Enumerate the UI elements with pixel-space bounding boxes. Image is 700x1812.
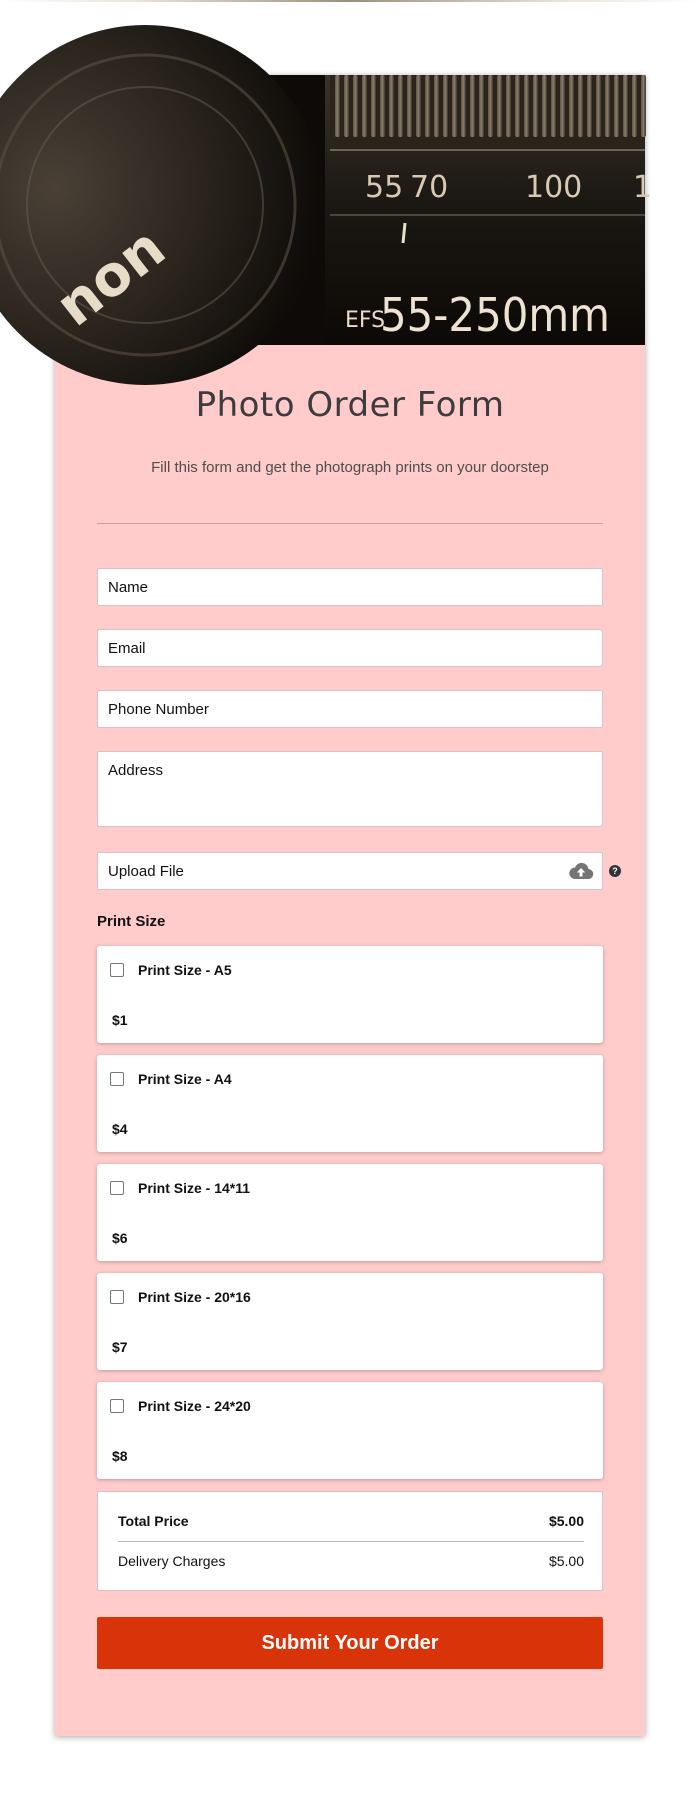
print-option-checkbox[interactable] xyxy=(110,963,124,977)
print-option-price: $7 xyxy=(112,1339,128,1355)
print-option-24x20[interactable] xyxy=(97,1382,603,1479)
lens-rib xyxy=(533,75,538,137)
zoom-mark-70: 70 xyxy=(410,170,449,205)
lens-rib xyxy=(551,75,556,137)
lens-rib xyxy=(452,75,457,137)
lens-rib xyxy=(515,75,520,137)
lens-rib xyxy=(371,75,376,137)
lens-rib xyxy=(587,75,592,137)
name-input[interactable] xyxy=(97,568,603,606)
zoom-mark-150: 1 xyxy=(633,170,653,205)
print-option-title: Print Size - A5 xyxy=(138,962,232,978)
page-top-strip xyxy=(0,0,700,2)
lens-rib xyxy=(407,75,412,137)
lens-rib xyxy=(344,75,349,137)
lens-rib xyxy=(416,75,421,137)
lens-rib xyxy=(335,75,340,137)
lens-rib xyxy=(542,75,547,137)
lens-rib xyxy=(578,75,583,137)
delivery-charges-value: $5.00 xyxy=(548,1553,584,1569)
lens-rib xyxy=(353,75,358,137)
lens-rib xyxy=(470,75,475,137)
zoom-mark-100: 100 xyxy=(525,170,583,205)
print-option-checkbox[interactable] xyxy=(110,1072,124,1086)
hero-image xyxy=(44,75,653,345)
form-title: Photo Order Form xyxy=(195,385,505,425)
print-option-checkbox[interactable] xyxy=(110,1399,124,1413)
help-icon[interactable]: ? xyxy=(609,865,621,877)
lens-rib xyxy=(479,75,484,137)
lens-rib xyxy=(497,75,502,137)
lens-rib xyxy=(569,75,574,137)
lens-rib xyxy=(596,75,601,137)
lens-rib xyxy=(524,75,529,137)
form-subtitle: Fill this form and get the photograph prints on your doorstep xyxy=(151,459,549,476)
lens-rib xyxy=(488,75,493,137)
cloud-upload-icon[interactable] xyxy=(568,861,594,881)
print-option-checkbox[interactable] xyxy=(110,1290,124,1304)
cap-brand-text: non xyxy=(44,215,178,340)
lens-label-prefix: EFS xyxy=(345,308,386,333)
email-input[interactable] xyxy=(97,629,603,667)
print-option-20x16[interactable] xyxy=(97,1273,603,1370)
lens-rib xyxy=(362,75,367,137)
print-option-a5[interactable] xyxy=(97,946,603,1043)
lens-rib xyxy=(605,75,610,137)
upload-file-label: Upload File xyxy=(108,863,184,880)
header-divider xyxy=(97,523,603,524)
phone-input[interactable] xyxy=(97,690,603,728)
print-option-title: Print Size - 24*20 xyxy=(138,1398,251,1414)
lens-rib xyxy=(443,75,448,137)
print-option-title: Print Size - A4 xyxy=(138,1071,232,1087)
summary-divider xyxy=(118,1541,584,1542)
print-option-price: $6 xyxy=(112,1230,128,1246)
lens-rib xyxy=(398,75,403,137)
print-option-title: Print Size - 20*16 xyxy=(138,1289,251,1305)
lens-rib xyxy=(614,75,619,137)
total-price-label: Total Price xyxy=(118,1513,189,1529)
lens-rib xyxy=(623,75,628,137)
lens-rib xyxy=(641,75,646,137)
submit-order-button[interactable]: Submit Your Order xyxy=(97,1617,603,1669)
delivery-charges-label: Delivery Charges xyxy=(118,1553,226,1569)
lens-rib xyxy=(389,75,394,137)
lens-rib xyxy=(506,75,511,137)
print-option-checkbox[interactable] xyxy=(110,1181,124,1195)
print-option-price: $8 xyxy=(112,1448,128,1464)
print-option-title: Print Size - 14*11 xyxy=(138,1180,251,1196)
lens-label: 55-250mm xyxy=(380,288,610,342)
print-option-a4[interactable] xyxy=(97,1055,603,1152)
lens-ribs xyxy=(330,75,646,143)
lens-rib xyxy=(425,75,430,137)
print-option-14x11[interactable] xyxy=(97,1164,603,1261)
order-form-card xyxy=(44,75,653,1736)
total-price-value: $5.00 xyxy=(548,1513,584,1529)
zoom-mark-55: 55 xyxy=(365,170,404,205)
price-summary xyxy=(97,1491,603,1591)
upload-file-field[interactable] xyxy=(97,852,603,890)
lens-rib xyxy=(461,75,466,137)
print-option-price: $1 xyxy=(112,1012,128,1028)
print-size-label: Print Size xyxy=(97,913,166,930)
address-textarea[interactable] xyxy=(97,751,603,827)
lens-rib xyxy=(560,75,565,137)
lens-rib xyxy=(632,75,637,137)
lens-rib xyxy=(434,75,439,137)
lens-rib xyxy=(380,75,385,137)
print-option-price: $4 xyxy=(112,1121,128,1137)
